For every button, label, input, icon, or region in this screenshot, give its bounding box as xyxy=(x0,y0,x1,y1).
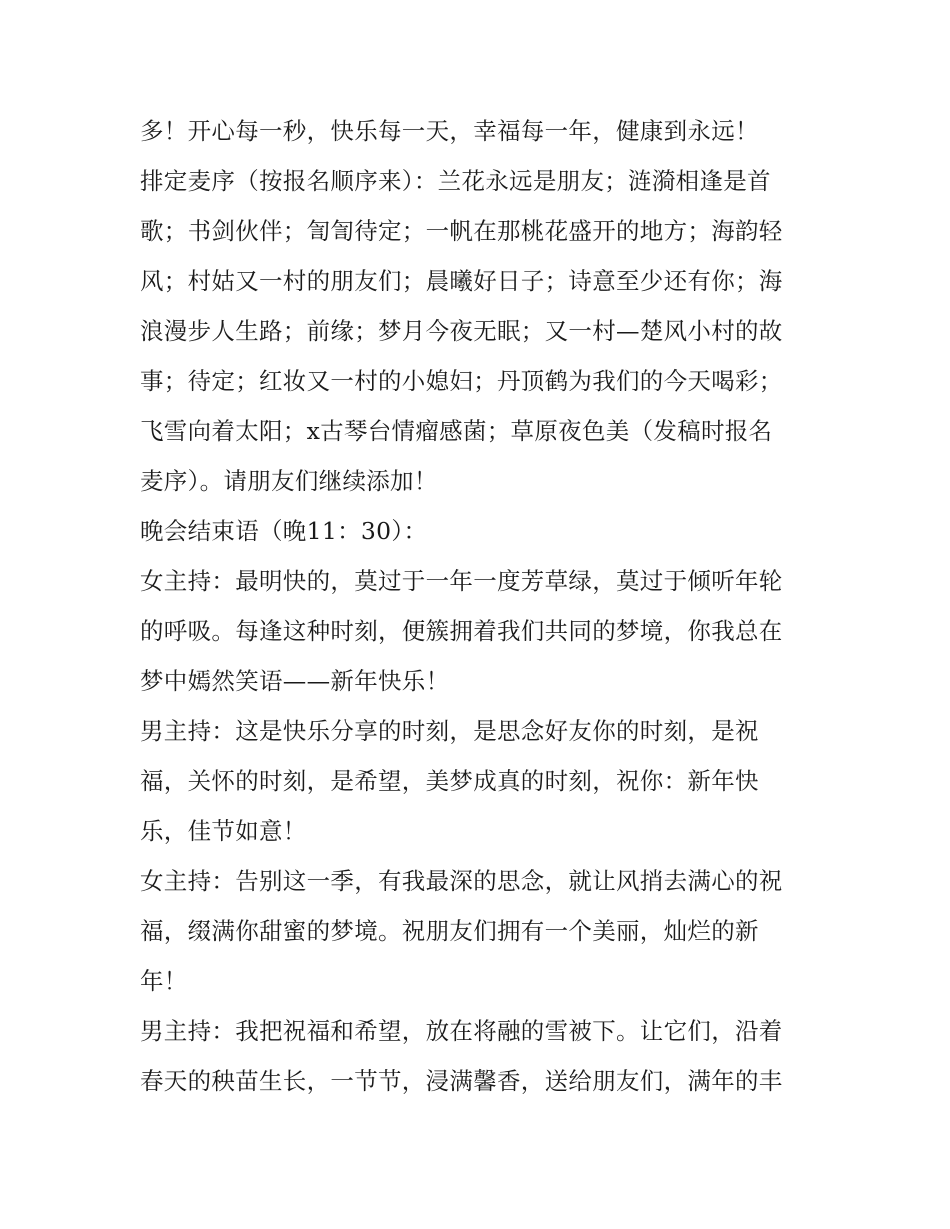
text-line: 福，关怀的时刻，是希望，美梦成真的时刻，祝你：新年快 xyxy=(140,767,759,795)
text-line: 多！开心每一秒，快乐每一天，幸福每一年，健康到永远！ xyxy=(140,117,759,145)
text-line: 麦序）。请朋友们继续添加！ xyxy=(140,467,438,495)
document-body xyxy=(140,106,820,1106)
text-line: 梦中嫣然笑语——新年快乐！ xyxy=(140,667,450,695)
text-line: 乐，佳节如意！ xyxy=(140,817,307,845)
text-line: 的呼吸。每逢这种时刻，便簇拥着我们共同的梦境，你我总在 xyxy=(140,617,783,645)
text-line: 事；待定；红妆又一村的小媳妇；丹顶鹤为我们的今天喝彩； xyxy=(140,367,783,395)
text-line: 春天的秧苗生长，一节节，浸满馨香，送给朋友们，满年的丰 xyxy=(140,1067,783,1095)
section-heading: 晚会结束语（晚11：30）： xyxy=(140,517,428,545)
text-line: 歌；书剑伙伴；訇訇待定；一帆在那桃花盛开的地方；海韵轻 xyxy=(140,217,783,245)
text-line: 飞雪向着太阳；x古琴台情瘤感菌；草原夜色美（发稿时报名 xyxy=(140,417,773,445)
text-line: 女主持：告别这一季，有我最深的思念，就让风捎去满心的祝 xyxy=(140,867,783,895)
text-line: 男主持：这是快乐分享的时刻，是思念好友你的时刻，是祝 xyxy=(140,717,759,745)
text-line: 男主持：我把祝福和希望，放在将融的雪被下。让它们，沿着 xyxy=(140,1017,783,1045)
text-line: 年！ xyxy=(140,967,188,995)
text-line: 风；村姑又一村的朋友们；晨曦好日子；诗意至少还有你；海 xyxy=(140,267,783,295)
text-line: 浪漫步人生路；前缘；梦月今夜无眠；又一村—楚风小村的故 xyxy=(140,317,783,345)
text-line: 女主持：最明快的，莫过于一年一度芳草绿，莫过于倾听年轮 xyxy=(140,567,783,595)
text-line: 排定麦序（按报名顺序来）：兰花永远是朋友；涟漪相逢是首 xyxy=(140,167,771,195)
text-line: 福，缀满你甜蜜的梦境。祝朋友们拥有一个美丽，灿烂的新 xyxy=(140,917,759,945)
